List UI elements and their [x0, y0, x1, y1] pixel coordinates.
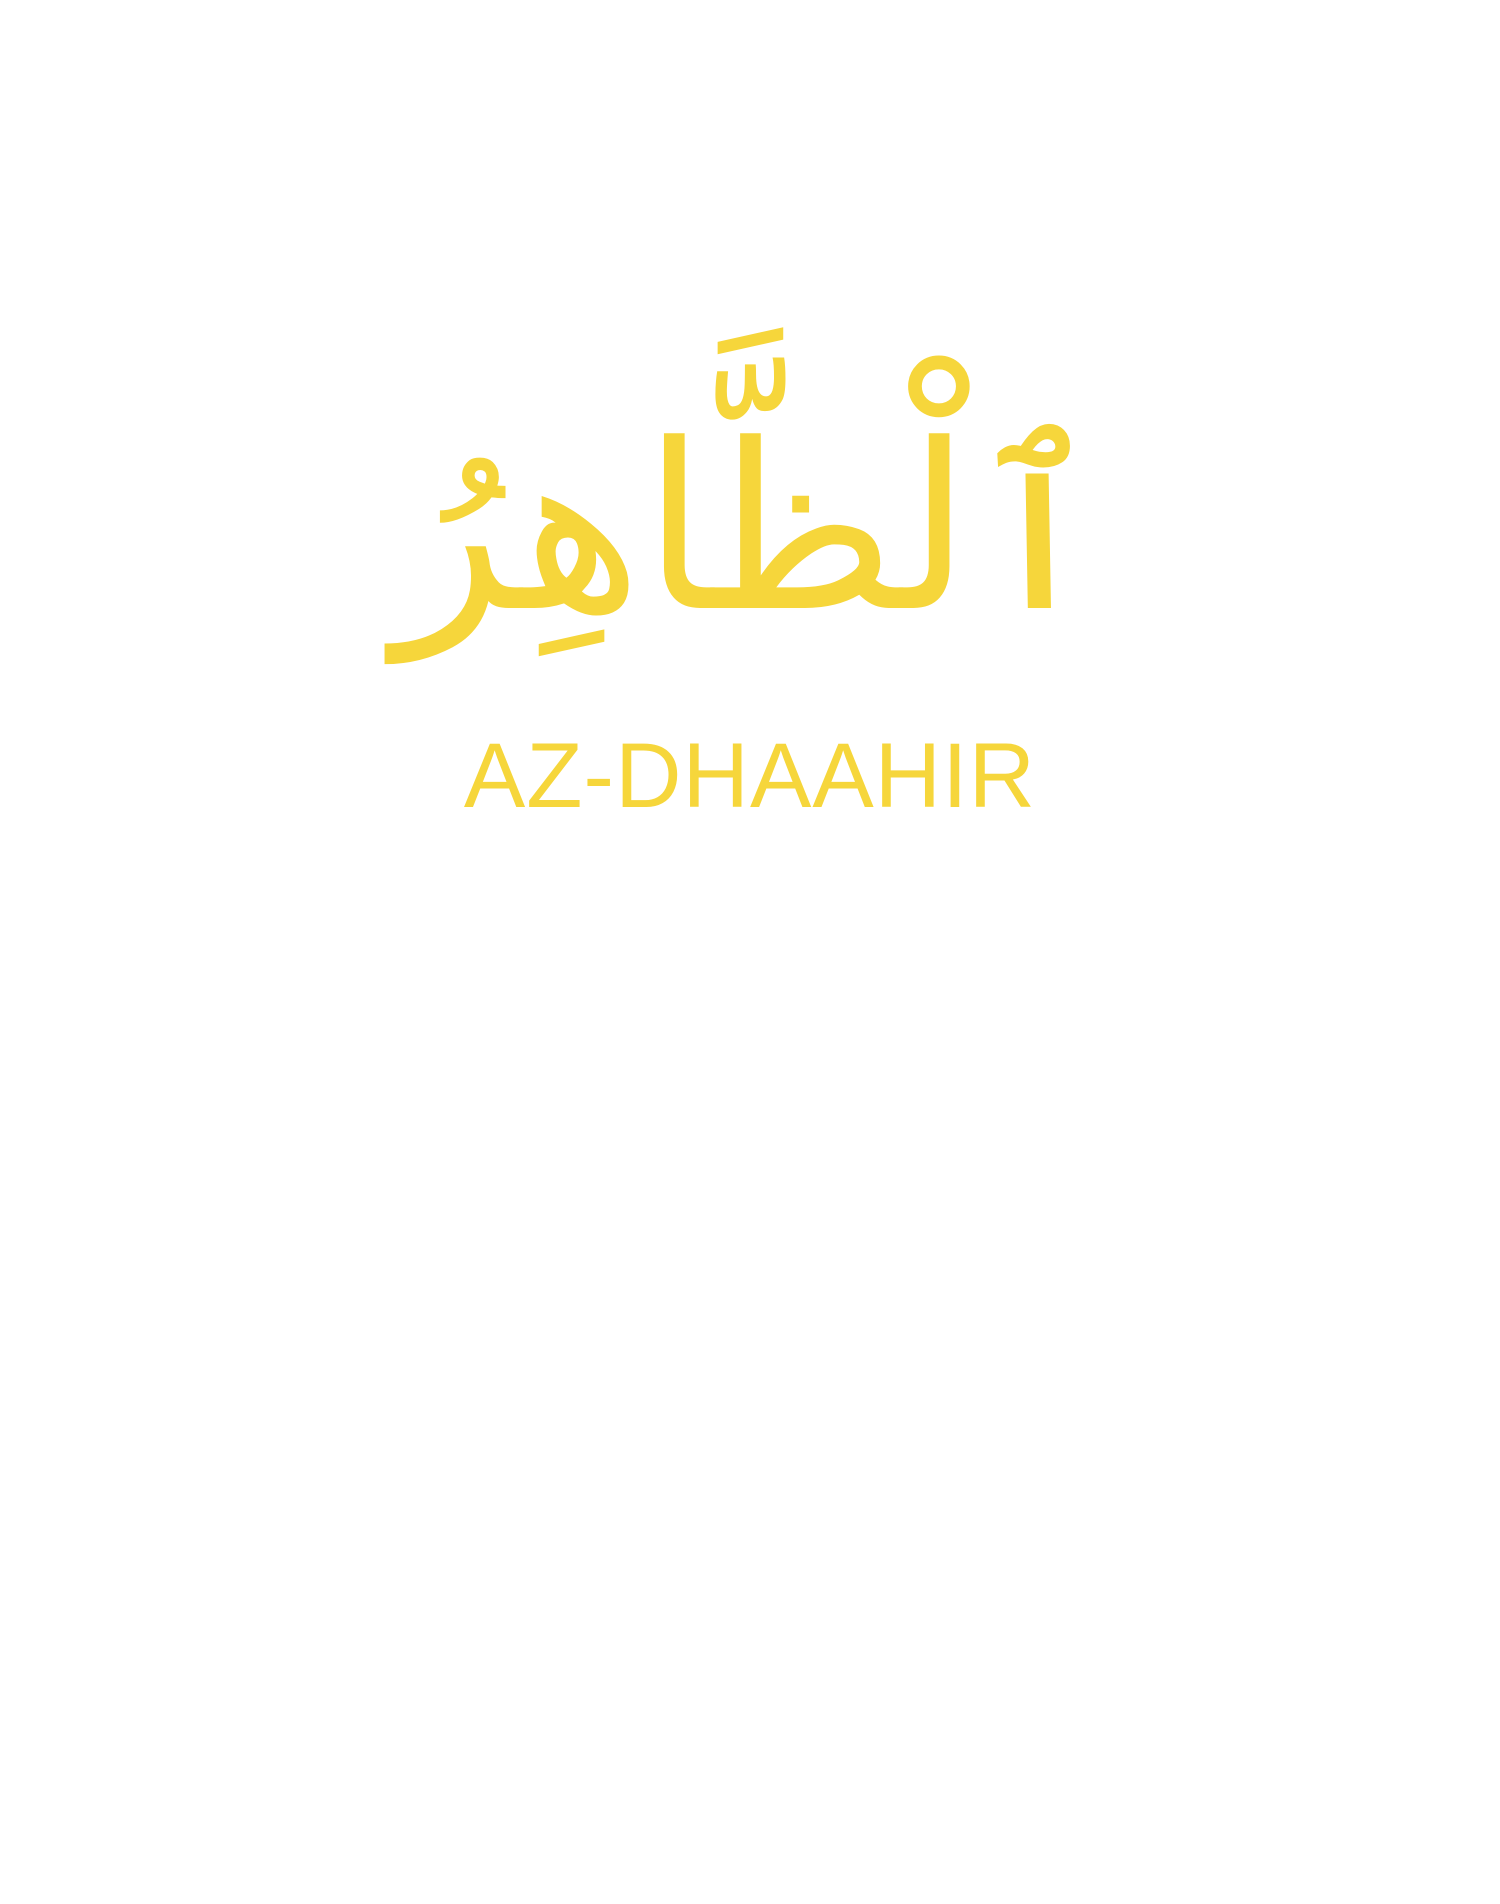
- arabic-name: ٱلْظَّاهِرُ: [394, 396, 1106, 663]
- transliterated-name: AZ-DHAAHIR: [463, 725, 1037, 827]
